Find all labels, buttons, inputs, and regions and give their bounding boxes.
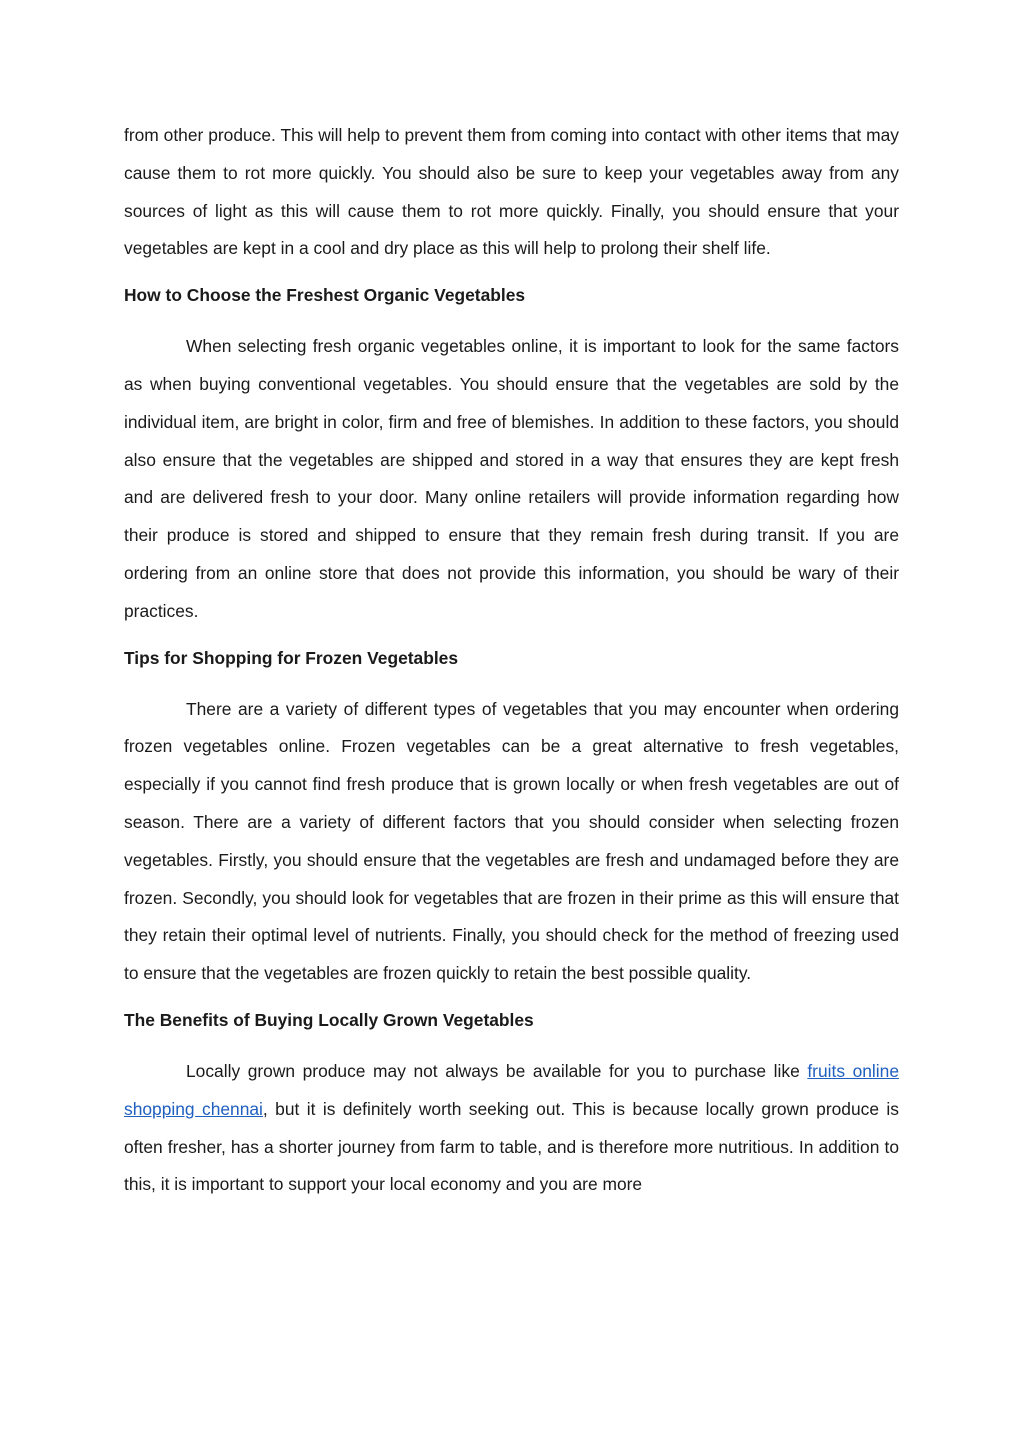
- section-body-local: [124, 1053, 899, 1204]
- document-page: [124, 117, 899, 1204]
- section-heading-local: The Benefits of Buying Locally Grown Vegetables: [124, 1009, 534, 1030]
- fruits-shopping-link[interactable]: fruits online shopping chennai: [124, 1060, 899, 1119]
- section-body-frozen: There are a variety of different types of vegetables that you may encounter when ordering frozen vegetables online. Frozen vegetables can be a great alternative to fresh vegetables, especially if you cannot find fresh produce that is grown locally or when fresh vegetables are out of season. There are a variety of different factors that you should consider when selecting frozen vegetables. Firstly, you should ensure that the vegetables are fresh and undamaged before they are frozen. Secondly, you should look for vegetables that are frozen in their prime as this will ensure that they retain their optimal level of nutrients. Finally, you should check for the method of freezing used to ensure that the vegetables are frozen quickly to retain the best possible quality.: [124, 698, 899, 984]
- section-body-local-text-after: , but it is definitely worth seeking out. This is because locally grown produce is often fresher, has a shorter journey from farm to table, and is therefore more nutritious. In addition to this, it is important to support your local economy and you are more: [124, 1098, 899, 1195]
- section-heading-frozen: Tips for Shopping for Frozen Vegetables: [124, 647, 458, 668]
- section-body-organic: When selecting fresh organic vegetables online, it is important to look for the same factors as when buying conventional vegetables. You should ensure that the vegetables are sold by the individual item, are bright in color, firm and free of blemishes. In addition to these factors, you should also ensure that the vegetables are shipped and stored in a way that ensures they are kept fresh and are delivered fresh to your door. Many online retailers will provide information regarding how their produce is stored and shipped to ensure that they remain fresh during transit. If you are ordering from an online store that does not provide this information, you should be wary of their practices.: [124, 336, 899, 621]
- paragraph-continued: from other produce. This will help to prevent them from coming into contact with other items that may cause them to rot more quickly. You should also be sure to keep your vegetables away from any sources of light as this will cause them to rot more quickly. Finally, you should ensure that your vegetables are kept in a cool and dry place as this will help to prolong their shelf life.: [124, 125, 899, 259]
- section-heading-organic: How to Choose the Freshest Organic Vegetables: [124, 285, 526, 306]
- section-body-local-text-before: Locally grown produce may not always be available for you to purchase like: [186, 1060, 808, 1081]
